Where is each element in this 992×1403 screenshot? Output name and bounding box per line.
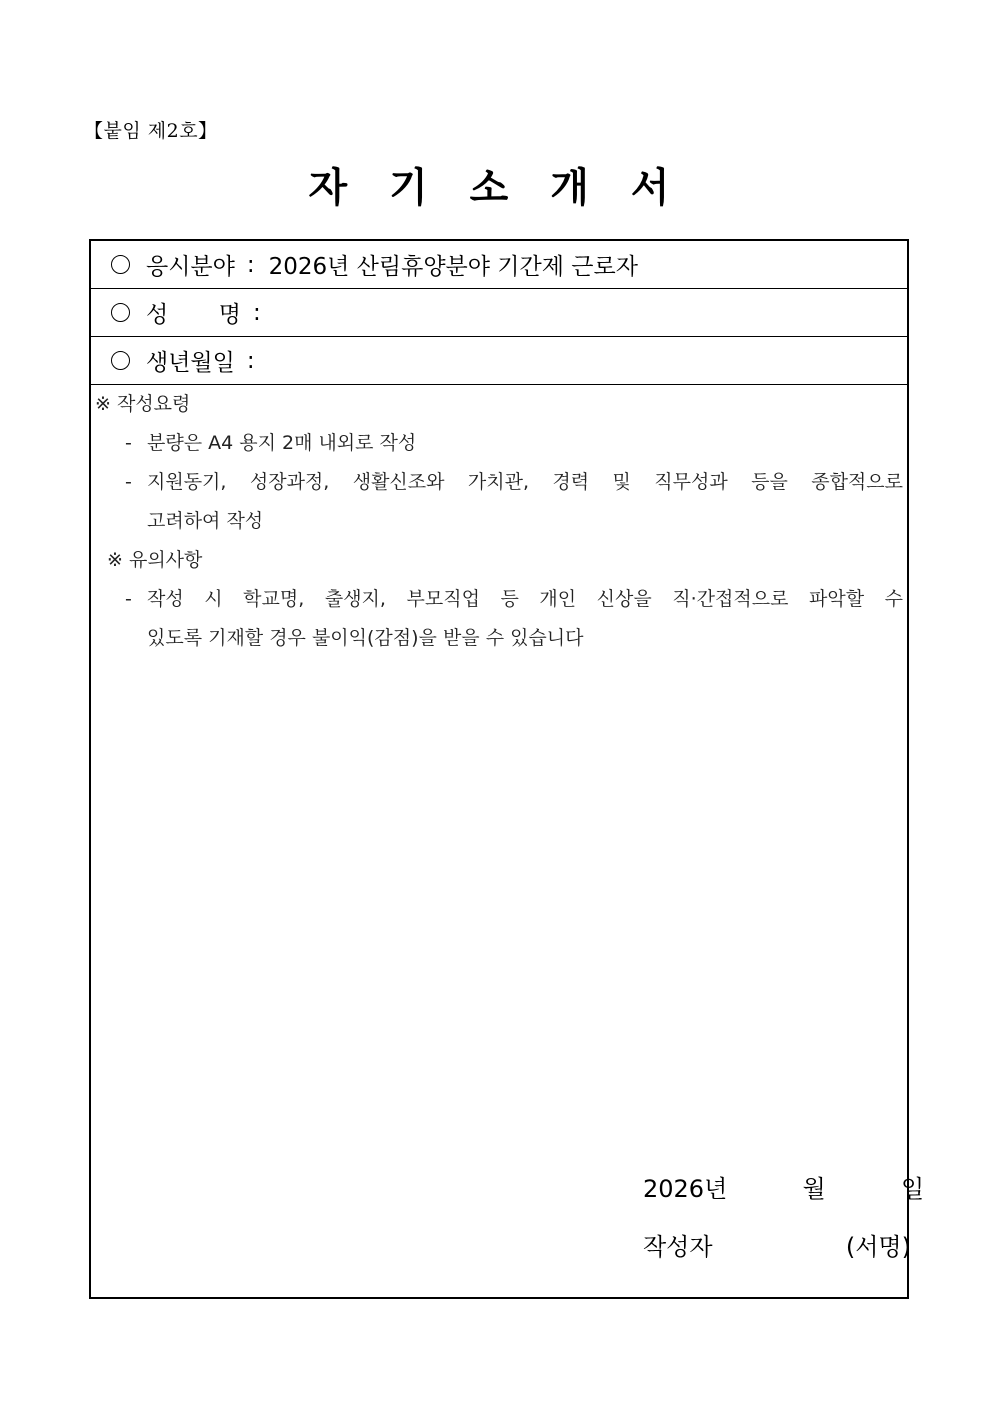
field-row-birth-date — [91, 337, 907, 385]
list-item — [91, 584, 907, 623]
writing-instructions — [91, 385, 907, 662]
guide-item-2: 지원동기, 성장과정, 생활신조와 가치관, 경력 및 직무성과 등을 종합적으로 — [147, 471, 903, 493]
date-line — [643, 1169, 924, 1204]
guide-item-3: 고려하여 작성 — [147, 510, 264, 532]
field-row-name — [91, 289, 907, 337]
circle-icon — [111, 255, 130, 274]
dash-bullet: - — [125, 588, 132, 610]
list-item — [91, 428, 907, 467]
application-area-label: 응시분야 — [146, 254, 235, 280]
name-label — [146, 296, 241, 329]
writing-guide-title: ※ 작성요령 — [95, 393, 191, 415]
caution-title-line — [91, 545, 907, 584]
self-introduction-form — [89, 239, 925, 1299]
name-label-first: 성 — [146, 302, 169, 328]
writer-line — [643, 1227, 911, 1262]
list-item — [91, 467, 907, 506]
name-label-second: 명 — [218, 302, 241, 328]
colon: : — [246, 347, 255, 374]
circle-icon — [111, 303, 130, 322]
field-row-application-area — [91, 241, 907, 289]
writer-label: 작성자 — [643, 1233, 713, 1261]
month-label: 월 — [802, 1175, 826, 1203]
list-item-continuation — [91, 623, 907, 662]
application-area-value[interactable]: 2026년 산림휴양분야 기간제 근로자 — [268, 254, 638, 280]
writing-guide-title-line — [91, 389, 907, 428]
caution-item-1: 작성 시 학교명, 출생지, 부모직업 등 개인 신상을 직·간접적으로 파악할 수 — [147, 588, 903, 610]
caution-item-2: 있도록 기재할 경우 불이익(감점)을 받을 수 있습니다 — [147, 627, 584, 649]
caution-title: ※ 유의사항 — [107, 549, 203, 571]
dash-bullet: - — [125, 432, 132, 454]
list-item-continuation — [91, 506, 907, 545]
attachment-label: 【붙임 제2호】 — [84, 120, 218, 142]
document-title: 자 기 소 개 서 — [308, 165, 684, 211]
year-label: 2026년 — [643, 1175, 728, 1203]
day-label: 일 — [901, 1175, 925, 1203]
colon: : — [246, 251, 255, 278]
guide-item-1: 분량은 A4 용지 2매 내외로 작성 — [147, 432, 417, 454]
colon: : — [253, 299, 261, 326]
circle-icon — [111, 351, 130, 370]
birth-date-label: 생년월일 — [146, 350, 235, 376]
sign-label[interactable]: (서명) — [845, 1233, 911, 1261]
dash-bullet: - — [125, 471, 132, 493]
